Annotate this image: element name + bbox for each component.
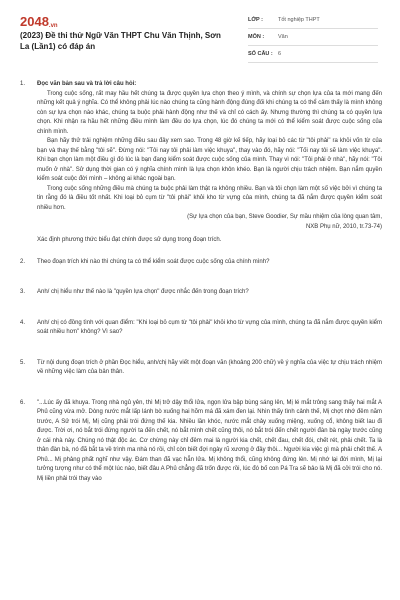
passage-paragraph: Trong cuộc sống những điều mà chúng ta buộc phải làm thật ra không nhiều. Bạn và tôi chọn làm một số việc bởi vì chúng ta tin rằng đó là điều tốt nhất. Khi loại bỏ cụm từ "tôi phải" khỏi kho từ vựng của mình, chúng ta đã nắm được quyền kiểm soát nhiều hơn. — [37, 185, 382, 211]
meta-value: Tốt nghiệp THPT — [278, 17, 320, 23]
question-number: 2. — [20, 258, 26, 265]
exam-meta-table — [248, 12, 378, 63]
question-5 — [20, 359, 382, 378]
question-text: Anh/ chị hiểu như thế nào là "quyền lựa chọn" được nhắc đến trong đoạn trích? — [37, 289, 249, 295]
question-6 — [20, 399, 382, 485]
question-text: "...Lúc ấy đã khuya. Trong nhà ngủ yên, thì Mị trở dậy thổi lửa, ngọn lửa bập bùng sáng lên, Mị lé mắt trông sang thấy hai mắt A Phủ cũng vừa mở. Dòng nước mắt lấp lánh bò xuống hai hõm má đã xám đen lại. Nhìn thấy tình cảnh thế, Mị chợt nhớ đêm năm trước, A Sử trói Mị, Mị cũng phải trói đứng thế kia. Nhiều lần khóc, nước mắt chảy xuống miệng, xuống cổ, không biết lau đi được. Trời ơi, nó bắt trói đứng người ta đến chết, nó bắt mình chết cũng thôi, nó bắt trói đến chết người đàn bà ngày trước cũng ở cái nhà này. Chúng nó thật độc ác. Cơ chừng này chỉ đêm mai là người kia chết, chết đau, chết đói, chết rét, phải chết. Ta là thân đàn bà, nó đã bắt ta về trình ma nhà nó rồi, chỉ còn biết đợi ngày rũ xương ở đây thôi... Người kia việc gì mà phải chết thế. A Phủ... Mị phảng phất nghĩ như vậy. Đám than đã vạc hẳn lửa. Mị không thổi, cũng không đứng lên. Mị nhớ lại đời mình, Mị lại tưởng tượng như có thể một lúc nào, biết đâu A Phủ chẳng đã trốn được rồi, lúc đó bố con Pá Tra sẽ bảo là Mị đã cởi trói cho nó. Mị liền phải trói thay vào — [37, 399, 382, 482]
meta-value: Văn — [278, 34, 288, 40]
question-text: Theo đoạn trích khi nào thì chúng ta có thể kiểm soát được cuộc sống của chính mình? — [37, 258, 270, 265]
question-list — [20, 80, 382, 492]
question-number: 6. — [20, 399, 26, 406]
meta-row-question-count — [248, 46, 378, 63]
passage-source: (Sự lựa chọn của bạn, Steve Goodier, Sự mầu nhiệm của lòng quan tâm, — [187, 214, 382, 220]
question-2 — [20, 258, 382, 268]
meta-key: MÔN : — [248, 34, 265, 40]
question-text: Anh/ chị có đồng tình với quan điểm: "Khi loại bỏ cụm từ "tôi phải" khỏi kho từ vựng của mình, chúng ta đã nắm được quyền kiểm soát nhiều hơn" không? Vì sao? — [37, 319, 382, 335]
passage-paragraph: Trong cuộc sống, rất may hầu hết chúng ta được quyền lựa chọn theo ý mình, và chính sự chọn lựa của ta mới mang đến những kết quả ý nghĩa. Có thể không phải lúc nào chúng ta cũng hành động đúng đối khi chúng ta có thể cảm thấy là mình không còn sự lựa chọn nào khác, chúng ta buộc phải hành động như thế và chỉ có cách ấy. Nhưng thường thì chúng ta có quyền lựa chọn. Khi nhận ra hầu hết những điều mình làm đều do lựa chọn, lúc đó chúng ta mới có thể kiểm soát được cuộc sống của chính mình. — [37, 90, 382, 135]
exam-title: (2023) Đề thi thử Ngữ Văn THPT Chu Văn Thịnh, Sơn La (Lần1) có đáp án — [20, 31, 221, 51]
question-number: 4. — [20, 319, 26, 326]
question-text: Từ nội dung đoạn trích ở phần Đọc hiểu, anh/chị hãy viết một đoạn văn (khoảng 200 chữ) về ý nghĩa của việc tự chịu trách nhiệm về những việc làm của bản thân. — [37, 359, 382, 375]
question-number: 5. — [20, 359, 26, 366]
passage-paragraph: Bạn hãy thử trải nghiệm những điều sau đây xem sao. Trong 48 giờ kế tiếp, hãy loại bỏ các từ "tôi phải" ra khỏi vốn từ của bạn và thay thế bằng "tôi sẽ". Đừng nói: "Tôi nay tôi phải làm việc khuya", thay vào đó, hãy nói: "Tối nay tôi sẽ làm việc khuya". Khi bạn chọn làm một điều gì đó lúc là bạn đang kiểm soát được cuộc sống của mình. Thay vì nói: "Tôi phải ở nhà", hãy nói: "Tôi muốn ở nhà". Sử dụng thời gian có ý nghĩa chính mình là lựa chọn khôn khéo. Bạn là người chịu trách nhiệm. Bạn nắm quyền kiểm soát cuộc đời mình – không ai khác ngoài bạn. — [37, 138, 382, 182]
question-number: 3. — [20, 289, 26, 295]
meta-row-subject — [248, 29, 378, 46]
question-task: Xác định phương thức biểu đạt chính được sử dụng trong đoạn trích. — [37, 237, 222, 243]
passage-source: NXB Phụ nữ, 2010, tr.73-74) — [305, 223, 382, 230]
question-heading: Đọc văn bản sau và trả lời câu hỏi: — [37, 81, 137, 87]
meta-value: 6 — [278, 51, 282, 57]
question-4 — [20, 319, 382, 338]
meta-row-class — [248, 12, 378, 29]
meta-key: SỐ CÂU : — [248, 51, 273, 57]
site-logo[interactable]: 2048.vn — [20, 14, 58, 29]
question-content — [37, 80, 382, 246]
question-number: 1. — [20, 81, 26, 87]
question-3 — [20, 288, 382, 298]
meta-key: LỚP : — [248, 17, 263, 23]
question-1 — [20, 80, 382, 246]
